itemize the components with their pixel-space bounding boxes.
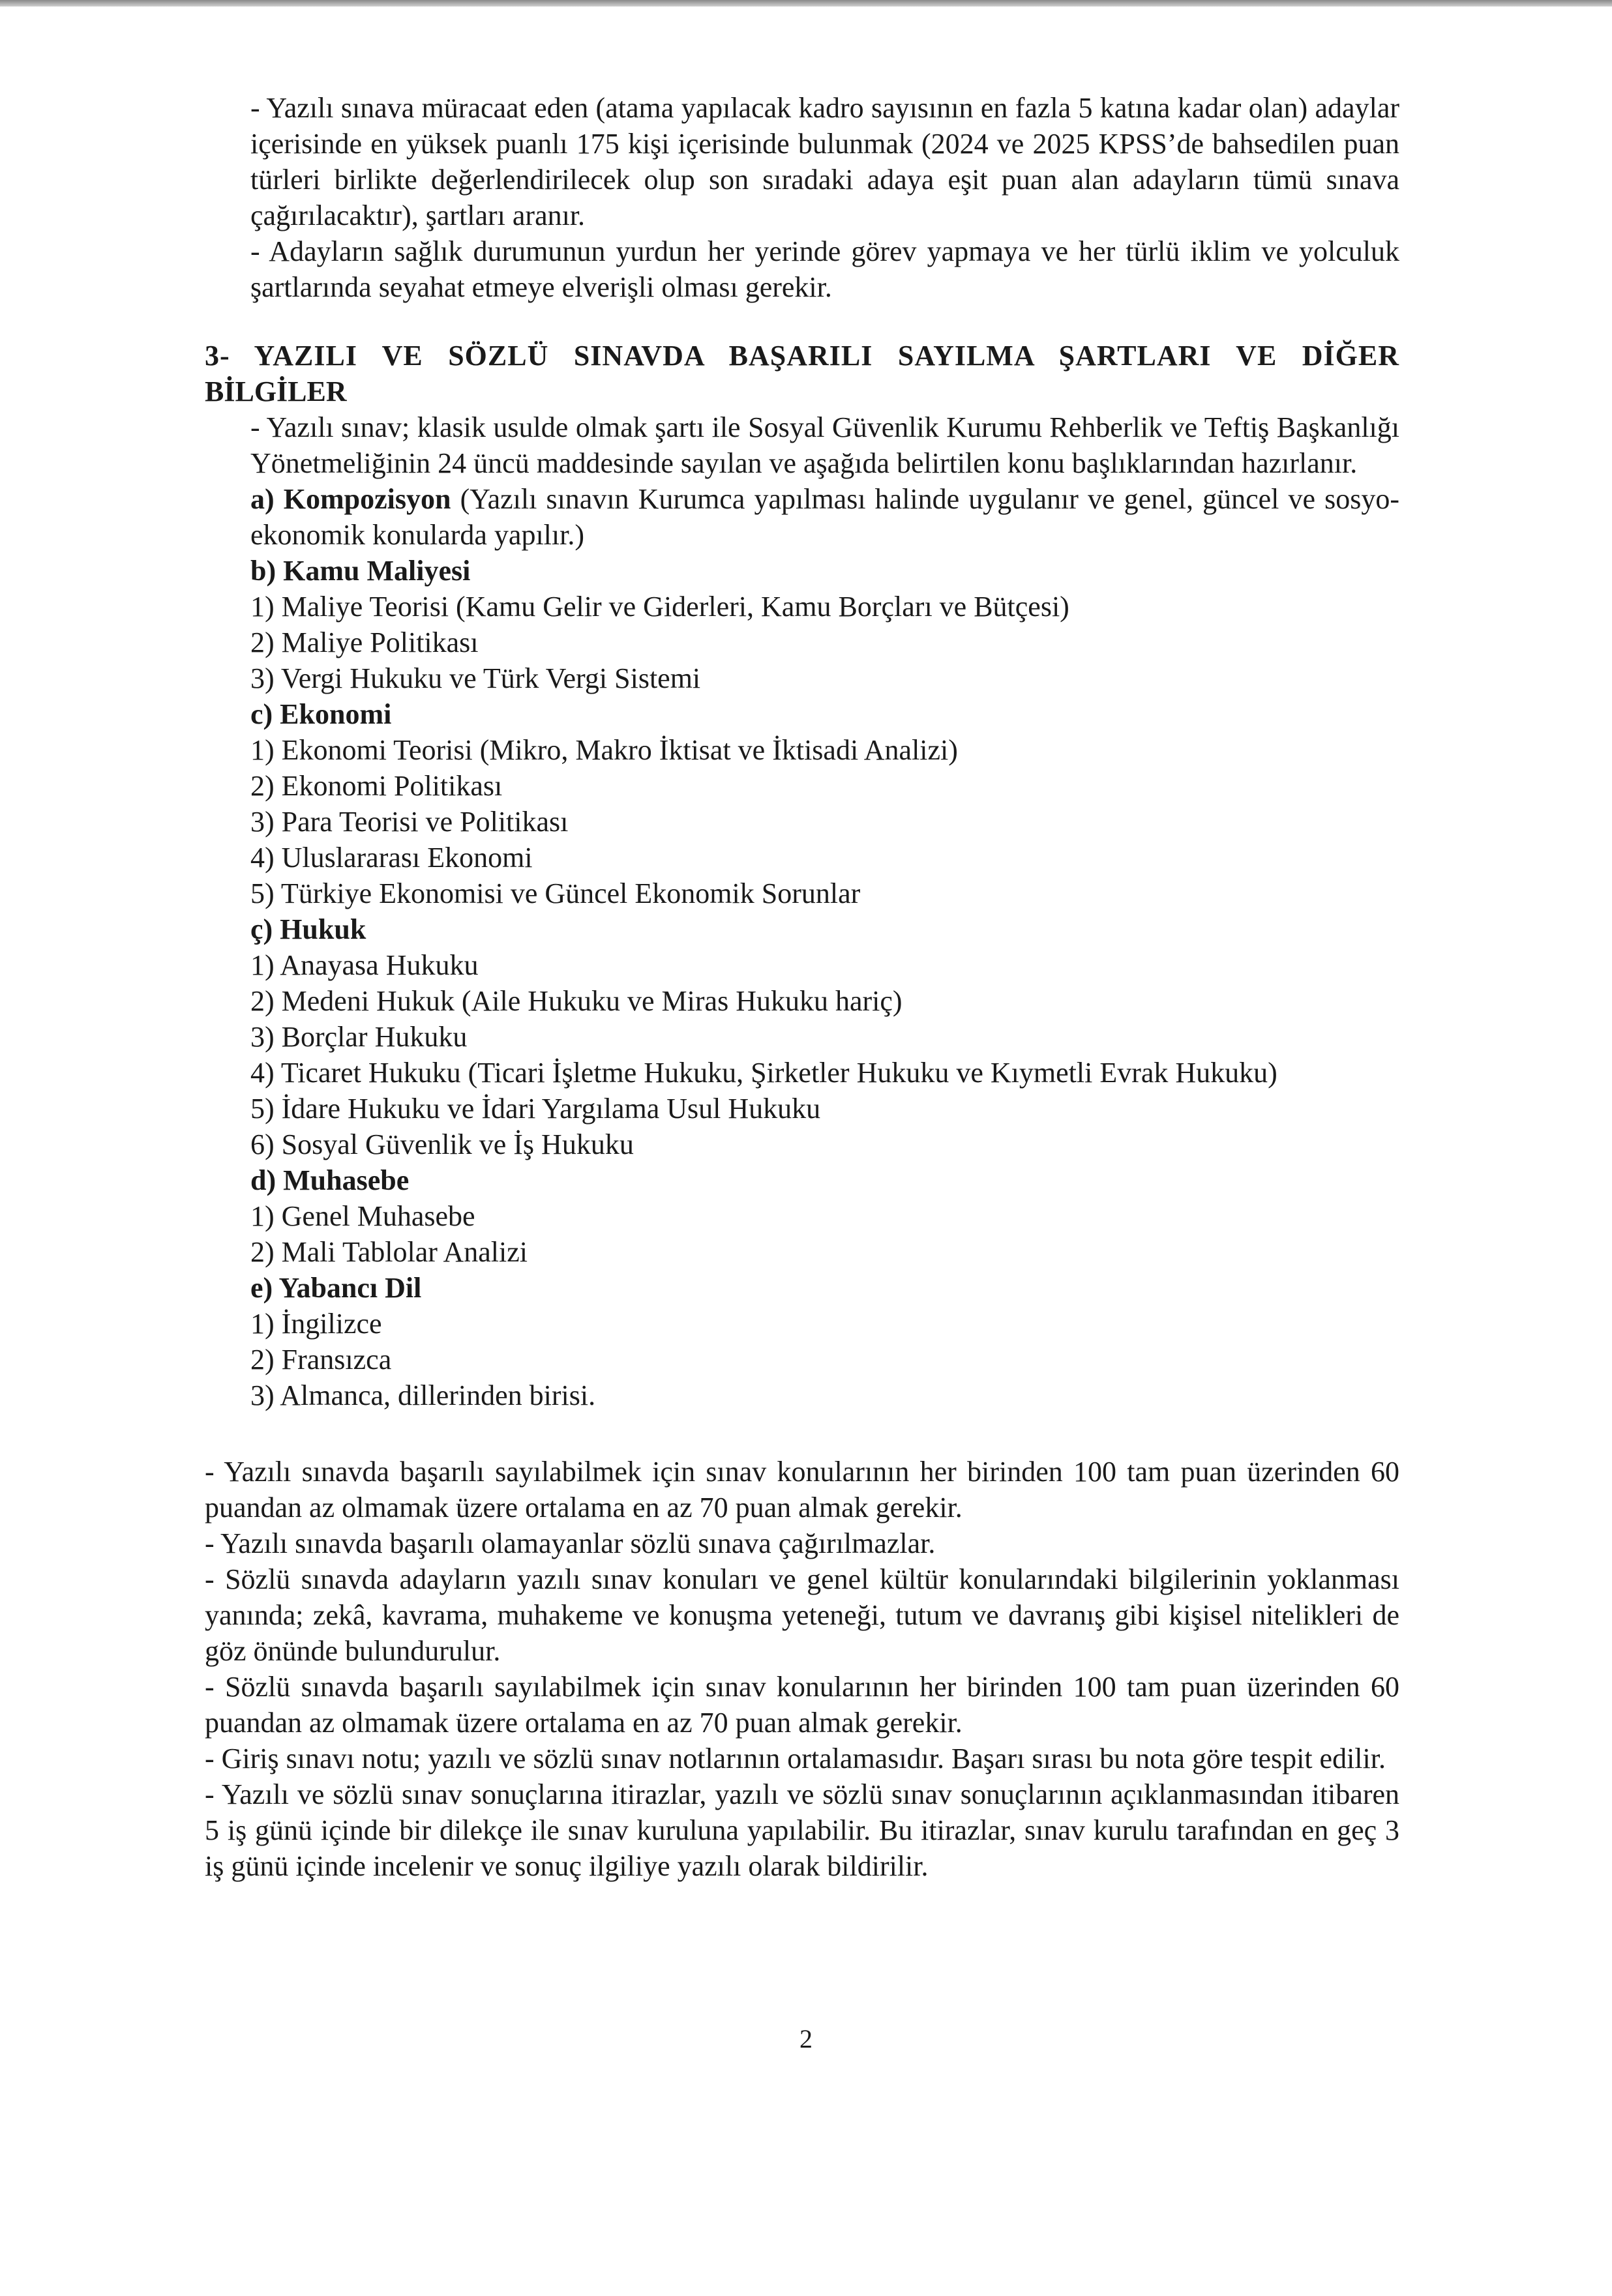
rules-list <box>205 1454 1399 1884</box>
rule-item: - Giriş sınavı notu; yazılı ve sözlü sınav notlarının ortalamasıdır. Başarı sırası bu nota göre tespit edilir. <box>205 1743 1386 1774</box>
list-item: 2) Ekonomi Politikası <box>250 770 503 802</box>
rule-item: - Yazılı sınavda başarılı olamayanlar sözlü sınava çağırılmazlar. <box>205 1527 936 1559</box>
subject-a-title: a) Kompozisyon <box>250 483 451 515</box>
list-item: 1) İngilizce <box>250 1308 382 1340</box>
list-item: 3) Borçlar Hukuku <box>250 1021 468 1053</box>
rule-item: - Sözlü sınavda başarılı sayılabilmek için sınav konularının her birinden 100 tam puan üzerinden 60 puandan az olmamak üzere ortalama en az 70 puan almak gerekir. <box>205 1671 1399 1739</box>
list-item: 2) Maliye Politikası <box>250 626 479 658</box>
list-item: 1) Anayasa Hukuku <box>250 949 479 981</box>
list-item: 1) Ekonomi Teorisi (Mikro, Makro İktisat ve İktisadi Analizi) <box>250 734 958 766</box>
rule-item: - Sözlü sınavda adayların yazılı sınav konuları ve genel kültür konularındaki bilgilerinin yoklanması yanında; zekâ, kavrama, muhakeme ve konuşma yeteneği, tutum ve davranış gibi kişisel nitelikleri de göz önünde bulundurulur. <box>205 1563 1399 1667</box>
list-item: 3) Para Teorisi ve Politikası <box>250 806 569 838</box>
subject-d-title: d) Muhasebe <box>250 1164 410 1196</box>
list-item: 2) Mali Tablolar Analizi <box>250 1236 528 1268</box>
list-item: 1) Maliye Teorisi (Kamu Gelir ve Giderleri, Kamu Borçları ve Bütçesi) <box>250 591 1069 623</box>
list-item: 4) Uluslararası Ekonomi <box>250 842 533 874</box>
subject-cc-title: ç) Hukuk <box>250 913 366 945</box>
list-item: 4) Ticaret Hukuku (Ticari İşletme Hukuku, Şirketler Hukuku ve Kıymetli Evrak Hukuku) <box>250 1057 1277 1089</box>
intro-bullet-2: - Adayların sağlık durumunun yurdun her yerinde görev yapmaya ve her türlü iklim ve yolculuk şartlarında seyahat etmeye elverişli olması gerekir. <box>250 235 1399 303</box>
rule-item: - Yazılı ve sözlü sınav sonuçlarına itirazlar, yazılı ve sözlü sınav sonuçlarının açıklanmasından itibaren 5 iş günü içinde bir dilekçe ile sınav kuruluna yapılabilir. Bu itirazlar, sınav kurulu tarafından en geç 3 iş günü içinde incelenir ve sonuç ilgiliye yazılı olarak bildirilir. <box>205 1778 1399 1882</box>
list-item: 5) İdare Hukuku ve İdari Yargılama Usul Hukuku <box>250 1093 821 1125</box>
section-intro: - Yazılı sınav; klasik usulde olmak şartı ile Sosyal Güvenlik Kurumu Rehberlik ve Teftiş Başkanlığı Yönetmeliğinin 24 üncü maddesinde sayılan ve aşağıda belirtilen konu başlıklarından hazırlanır. <box>250 411 1399 479</box>
section-heading: 3- YAZILI VE SÖZLÜ SINAVDA BAŞARILI SAYILMA ŞARTLARI VE DİĞER <box>205 340 1399 372</box>
list-item: 3) Vergi Hukuku ve Türk Vergi Sistemi <box>250 662 701 694</box>
subject-a <box>205 481 1399 553</box>
page-number: 2 <box>799 2024 813 2053</box>
list-item: 2) Fransızca <box>250 1344 392 1376</box>
rule-item: - Yazılı sınavda başarılı sayılabilmek için sınav konularının her birinden 100 tam puan üzerinden 60 puandan az olmamak üzere ortalama en az 70 puan almak gerekir. <box>205 1456 1399 1523</box>
subject-a-desc: (Yazılı sınavın Kurumca yapılması halinde uygulanır ve genel, güncel ve sosyo-ekonomik konularda yapılır.) <box>250 483 1399 551</box>
list-item: 6) Sosyal Güvenlik ve İş Hukuku <box>250 1128 634 1160</box>
subject-b-title: b) Kamu Maliyesi <box>250 555 471 587</box>
section-heading-cont: BİLGİLER <box>205 375 347 407</box>
subject-c-title: c) Ekonomi <box>250 698 392 730</box>
list-item: 1) Genel Muhasebe <box>250 1200 475 1232</box>
subject-list <box>205 409 1399 1413</box>
scan-edge <box>0 0 1612 7</box>
list-item: 5) Türkiye Ekonomisi ve Güncel Ekonomik Sorunlar <box>250 877 861 909</box>
list-item: 3) Almanca, dillerinden birisi. <box>250 1379 596 1411</box>
subject-e-title: e) Yabancı Dil <box>250 1272 422 1304</box>
page-content <box>205 90 1399 1884</box>
intro-bullet-1: - Yazılı sınava müracaat eden (atama yapılacak kadro sayısının en fazla 5 katına kadar olan) adaylar içerisinde en yüksek puanlı 175 kişi içerisinde bulunmak (2024 ve 2025 KPSS’de bahsedilen puan türleri birlikte değerlendirilecek olup son sıradaki adaya eşit puan alan adayların tümü sınava çağırılacaktır), şartları aranır. <box>250 92 1399 231</box>
list-item: 2) Medeni Hukuk (Aile Hukuku ve Miras Hukuku hariç) <box>250 985 903 1017</box>
